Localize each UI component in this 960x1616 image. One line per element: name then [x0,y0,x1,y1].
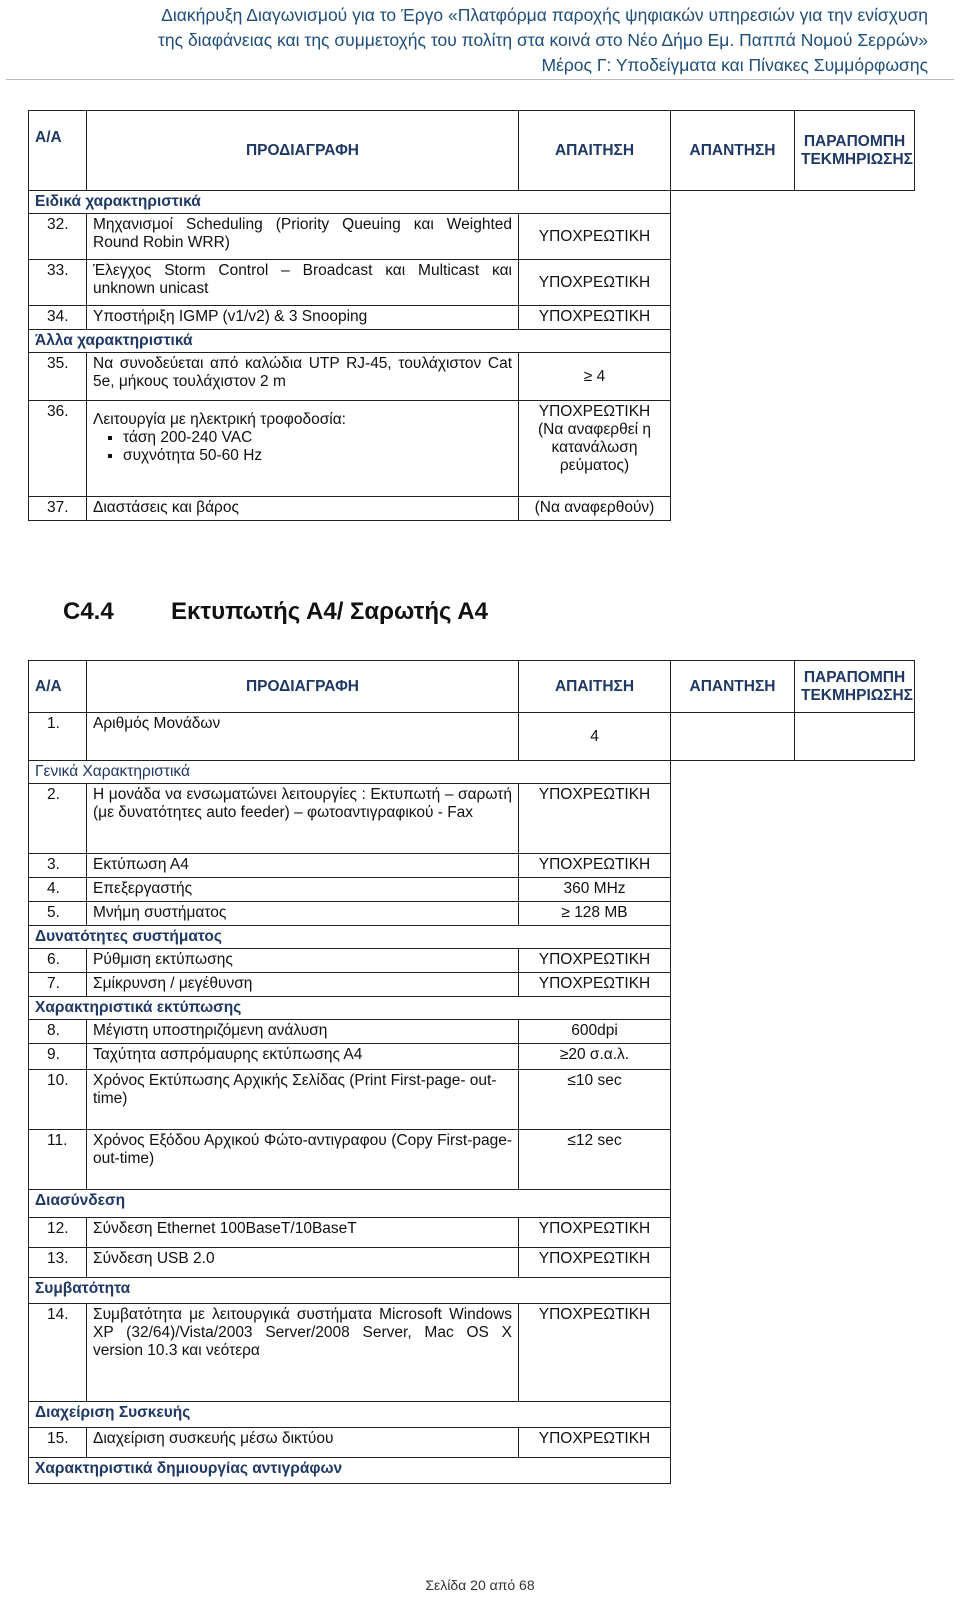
section-label: Ειδικά χαρακτηριστικά [29,191,671,214]
col-spec: ΠΡΟΔΙΑΓΡΑΦΗ [87,111,519,191]
section-row [29,1458,915,1484]
row-req: 4 [519,713,671,761]
row-req: 600dpi [519,1020,671,1044]
table-row [29,1020,915,1044]
row-number: 14. [29,1304,87,1402]
row-number: 2. [29,784,87,854]
section-heading [63,598,488,626]
table-row [29,973,915,997]
row-number: 33. [29,260,87,306]
section-code: C4.4 [63,598,114,625]
row-spec: Έλεγχος Storm Control – Broadcast και Multicast και unknown unicast [87,260,519,306]
section-label: Χαρακτηριστικά δημιουργίας αντιγράφων [29,1458,671,1484]
table-row [29,353,915,401]
row-spec: Υποστήριξη IGMP (v1/v2) & 3 Snooping [87,306,519,330]
section-title-text: Εκτυπωτής Α4/ Σαρωτής Α4 [171,598,488,625]
section-row [29,926,915,949]
row-req: ΥΠΟΧΡΕΩΤΙΚΗ [519,260,671,306]
row-spec: Ρύθμιση εκτύπωσης [87,949,519,973]
row-req: ≥20 σ.α.λ. [519,1044,671,1070]
row-spec: Επεξεργαστής [87,878,519,902]
row-req: ΥΠΟΧΡΕΩΤΙΚΗ [519,1248,671,1278]
table-row [29,949,915,973]
row-number: 1. [29,713,87,761]
row-spec: Διαχείριση συσκευής μέσω δικτύου [87,1428,519,1458]
table-row [29,1248,915,1278]
row-number: 35. [29,353,87,401]
row-number: 5. [29,902,87,926]
row-number: 37. [29,497,87,521]
table-row [29,854,915,878]
header-line-2: της διαφάνειας και της συμμετοχής του πολίτη στα κοινά στο Νέο Δήμο Εμ. Παππά Νομού Σερρών» [158,30,928,50]
row-number: 11. [29,1130,87,1190]
col-aa: Α/Α [29,661,87,713]
table-header-row [29,111,915,191]
section-row [29,761,915,784]
row-req: ΥΠΟΧΡΕΩΤΙΚΗ [519,214,671,260]
col-spec: ΠΡΟΔΙΑΓΡΑΦΗ [87,661,519,713]
row-req: ΥΠΟΧΡΕΩΤΙΚΗ [519,973,671,997]
row-spec: Μηχανισμοί Scheduling (Priority Queuing και Weighted Round Robin WRR) [87,214,519,260]
row-spec [87,401,519,497]
table-row [29,260,915,306]
table-printer-specs [28,660,915,1484]
row-number: 32. [29,214,87,260]
header-line-3: Μέρος Γ: Υποδείγματα και Πίνακες Συμμόρφωσης [541,55,928,75]
row-spec: Χρόνος Εκτύπωσης Αρχικής Σελίδας (Print First-page- out- time) [87,1070,519,1130]
row-spec: Ταχύτητα ασπρόμαυρης εκτύπωσης Α4 [87,1044,519,1070]
row-req: ΥΠΟΧΡΕΩΤΙΚΗ [519,1218,671,1248]
row-spec: Σύνδεση Ethernet 100BaseT/10BaseT [87,1218,519,1248]
table-row [29,902,915,926]
row-req: 360 MHz [519,878,671,902]
table-row [29,401,915,497]
section-label: Άλλα χαρακτηριστικά [29,330,671,353]
section-label: Δυνατότητες συστήματος [29,926,671,949]
row-req: ΥΠΟΧΡΕΩΤΙΚΗ [519,854,671,878]
row-number: 10. [29,1070,87,1130]
col-ref: ΠΑΡΑΠΟΜΠΗ ΤΕΚΜΗΡΙΩΣΗΣ [795,111,915,191]
section-row [29,191,915,214]
col-ans: ΑΠΑΝΤΗΣΗ [671,111,795,191]
row-req: ≤12 sec [519,1130,671,1190]
row-spec: Εκτύπωση Α4 [87,854,519,878]
row-req: ΥΠΟΧΡΕΩΤΙΚΗ (Να αναφερθεί η κατανάλωση ρεύματος) [519,401,671,497]
section-row [29,1278,915,1304]
table-header-row [29,661,915,713]
col-aa: Α/Α [29,111,87,191]
table-row [29,878,915,902]
row-req: ΥΠΟΧΡΕΩΤΙΚΗ [519,306,671,330]
bullet-item: ▪ τάση 200-240 VAC [123,429,512,447]
row-spec: Διαστάσεις και βάρος [87,497,519,521]
section-row [29,1190,915,1218]
col-ref: ΠΑΡΑΠΟΜΠΗ ΤΕΚΜΗΡΙΩΣΗΣ [795,661,915,713]
row-spec: Αριθμός Μονάδων [87,713,519,761]
row-number: 36. [29,401,87,497]
bullet-item: ▪ συχνότητα 50-60 Hz [123,447,512,465]
table-row [29,306,915,330]
table-row [29,1070,915,1130]
row-spec: Συμβατότητα με λειτουργικά συστήματα Microsoft Windows XP (32/64)/Vista/2003 Server/2008 Server, Mac OS X version 10.3 και νεότερα [87,1304,519,1402]
row-answer [671,713,795,761]
row-spec-text: Λειτουργία με ηλεκτρική τροφοδοσία: [93,411,346,428]
section-label: Διαχείριση Συσκευής [29,1402,671,1428]
row-req: (Να αναφερθούν) [519,497,671,521]
row-number: 8. [29,1020,87,1044]
table-row [29,1304,915,1402]
table-switch-specs [28,110,915,521]
row-number: 15. [29,1428,87,1458]
row-req: ΥΠΟΧΡΕΩΤΙΚΗ [519,1304,671,1402]
row-req: ≥ 4 [519,353,671,401]
col-req: ΑΠΑΙΤΗΣΗ [519,661,671,713]
row-spec: Χρόνος Εξόδου Αρχικού Φώτο-αντιγραφου (Copy First-page-out-time) [87,1130,519,1190]
col-req: ΑΠΑΙΤΗΣΗ [519,111,671,191]
table-row [29,1218,915,1248]
table-row [29,1428,915,1458]
row-number: 13. [29,1248,87,1278]
page-footer: Σελίδα 20 από 68 [425,1577,535,1593]
row-number: 9. [29,1044,87,1070]
row-spec: Μνήμη συστήματος [87,902,519,926]
table-row [29,713,915,761]
section-label: Γενικά Χαρακτηριστικά [29,761,671,784]
row-req: ΥΠΟΧΡΕΩΤΙΚΗ [519,1428,671,1458]
row-spec: Μέγιστη υποστηριζόμενη ανάλυση [87,1020,519,1044]
section-row [29,997,915,1020]
row-spec: Να συνοδεύεται από καλώδια UTP RJ-45, τουλάχιστον Cat 5e, μήκους τουλάχιστον 2 m [87,353,519,401]
header-line-1: Διακήρυξη Διαγωνισμού για το Έργο «Πλατφόρμα παροχής ψηφιακών υπηρεσιών για την ενίσχυση [161,5,928,25]
section-label: Χαρακτηριστικά εκτύπωσης [29,997,671,1020]
row-number: 3. [29,854,87,878]
row-req: ≥ 128 MB [519,902,671,926]
table-row [29,1130,915,1190]
section-label: Διασύνδεση [29,1190,671,1218]
row-spec: Σύνδεση USB 2.0 [87,1248,519,1278]
row-number: 6. [29,949,87,973]
row-reference [795,713,915,761]
table-row [29,214,915,260]
row-number: 34. [29,306,87,330]
row-req: ≤10 sec [519,1070,671,1130]
row-req: ΥΠΟΧΡΕΩΤΙΚΗ [519,784,671,854]
row-number: 12. [29,1218,87,1248]
table-row [29,784,915,854]
row-req: ΥΠΟΧΡΕΩΤΙΚΗ [519,949,671,973]
col-ans: ΑΠΑΝΤΗΣΗ [671,661,795,713]
section-label: Συμβατότητα [29,1278,671,1304]
row-spec: Σμίκρυνση / μεγέθυνση [87,973,519,997]
row-number: 4. [29,878,87,902]
row-spec: Η μονάδα να ενσωματώνει λειτουργίες : Εκτυπωτή – σαρωτή (με δυνατότητες auto feeder) – φωτοαντιγραφικού - Fax [87,784,519,854]
bullet-list [93,429,512,465]
section-row [29,330,915,353]
table-row [29,1044,915,1070]
row-number: 7. [29,973,87,997]
document-header [6,0,954,80]
section-row [29,1402,915,1428]
table-row [29,497,915,521]
